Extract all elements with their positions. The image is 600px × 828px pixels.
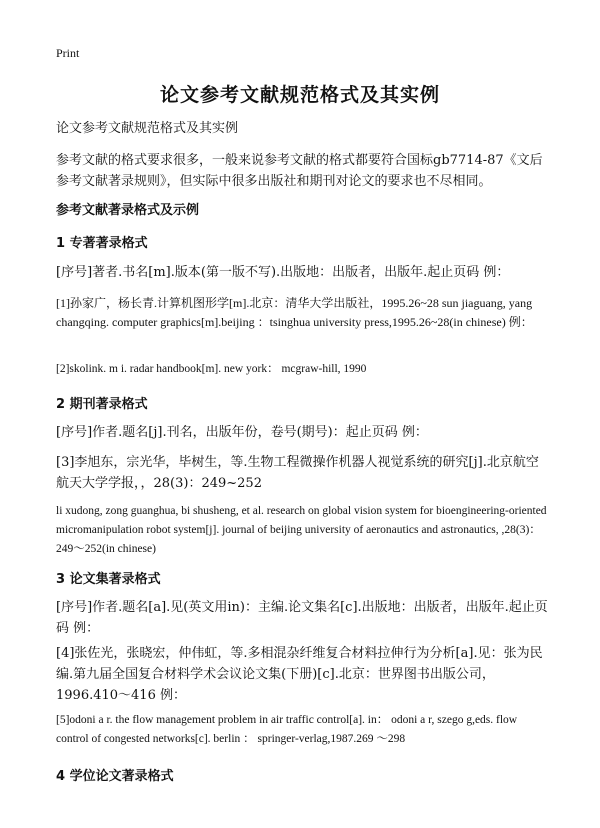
proceedings-heading: 3 论文集著录格式	[56, 572, 161, 587]
document-title: 论文参考文献规范格式及其实例	[159, 84, 440, 106]
intro-paragraph: 参考文献的格式要求很多，一般来说参考文献的格式都要符合国标gb7714-87《文后参考文献著录规则》，但实际中很多出版社和期刊对论文的要求也不尽相同。	[56, 153, 543, 189]
thesis-heading: 4 学位论文著录格式	[56, 769, 174, 784]
periodical-example-1-english: li xudong, zong guanghua, bi shusheng, et al. research on global vision system for bioengineering-oriented micromanipulation robot system[j]. journal of beijing university of aeronautics and astronautics, ,28(3)：249～252(in chinese)	[56, 505, 547, 555]
monograph-example-1: [1]孙家广，杨长青.计算机图形学[m].北京：清华大学出版社，1995.26~28 sun jiaguang, yang changqing. computer graphics[m].beijing ：tsinghua university press,1995.26~28(in chinese) 例：	[56, 296, 533, 329]
monograph-heading: 1 专著著录格式	[56, 236, 148, 251]
monograph-format: [序号]著者.书名[m].版本(第一版不写).出版地：出版者，出版年.起止页码 例：	[56, 265, 510, 280]
section-heading: 参考文献著录格式及示例	[56, 203, 200, 218]
proceedings-format: [序号]作者.题名[a].见(英文用in)：主编.论文集名[c].出版地：出版者，出版年.起止页码 例：	[56, 600, 548, 636]
proceedings-example-1: [4]张佐光，张晓宏，仲伟虹，等.多相混杂纤维复合材料拉伸行为分析[a].见：张为民编.第九届全国复合材料学术会议论文集(下册)[c].北京：世界图书出版公司，1996.410～416 例：	[56, 646, 543, 703]
subtitle: 论文参考文献规范格式及其实例	[56, 121, 239, 136]
periodical-heading: 2 期刊著录格式	[56, 397, 148, 412]
print-label: Print	[56, 46, 80, 60]
monograph-example-2: [2]skolink. m i. radar handbook[m]. new york： mcgraw-hill, 1990	[56, 363, 367, 375]
proceedings-example-2: [5]odoni a r. the flow management problem in air traffic control[a]. in： odoni a r, szego g,eds. flow control of congested networks[c]. berlin ： springer-verlag,1987.269 ～298	[56, 714, 518, 745]
periodical-format: [序号]作者.题名[j].刊名，出版年份，卷号(期号)：起止页码 例：	[56, 425, 428, 440]
periodical-example-1: [3]李旭东，宗光华，毕树生，等.生物工程微操作机器人视觉系统的研究[j].北京航空航天大学学报，，28(3)：249~252	[56, 455, 539, 491]
